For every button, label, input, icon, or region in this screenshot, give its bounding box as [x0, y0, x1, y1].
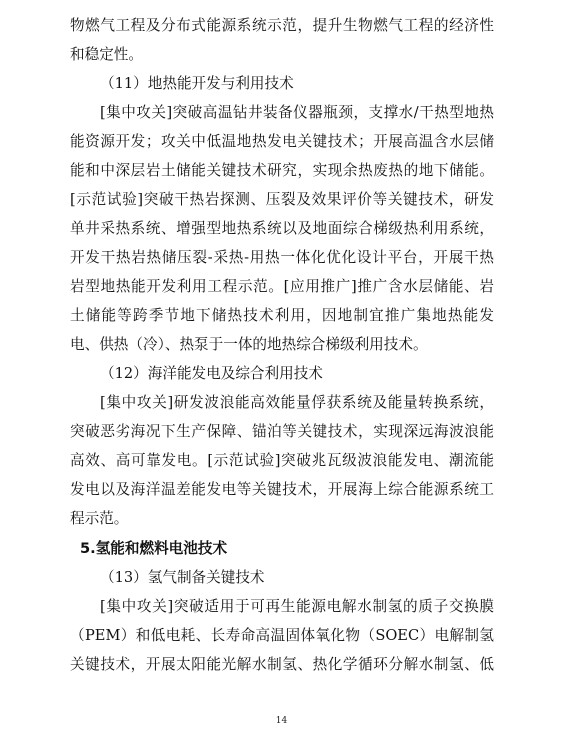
- text-line-14: [集中攻关]研发波浪能高效能量俘获系统及能量转换系统，: [100, 394, 494, 411]
- text-line-12: 电、供热（冷）、热泵于一体的地热综合梯级利用技术。: [70, 336, 428, 353]
- text-line-21: [集中攻关]突破适用于可再生能源电解水制氢的质子交换膜: [100, 598, 494, 615]
- text-line-23: 关键技术，开展太阳能光解水制氢、热化学循环分解水制氢、低: [70, 656, 494, 673]
- text-line-8: 单井采热系统、增强型地热系统以及地面综合梯级热利用系统，: [70, 220, 494, 237]
- subsection-heading-12: （12）海洋能发电及综合利用技术: [100, 365, 323, 382]
- text-line-6: 能和中深层岩土储能关键技术研究，实现余热废热的地下储能。: [70, 162, 494, 179]
- text-line-16: 高效、高可靠发电。[示范试验]突破兆瓦级波浪能发电、潮流能: [70, 452, 494, 469]
- subsection-heading-13: （13）氢气制备关键技术: [100, 569, 265, 586]
- subsection-heading-11: （11）地热能开发与利用技术: [100, 75, 294, 92]
- text-line-10: 岩型地热能开发利用工程示范。[应用推广]推广含水层储能、岩: [70, 278, 494, 295]
- page-number: 14: [275, 716, 288, 726]
- text-line-9: 开发干热岩热储压裂-采热-用热一体化优化设计平台，开展干热: [70, 249, 494, 266]
- text-line-4: [集中攻关]突破高温钻井装备仪器瓶颈，支撑水/干热型地热: [100, 104, 494, 121]
- text-line-18: 程示范。: [70, 510, 129, 527]
- text-line-15: 突破恶劣海况下生产保障、锚泊等关键技术，实现深远海波浪能: [70, 423, 494, 440]
- text-line-2: 和稳定性。: [70, 46, 143, 63]
- text-line-1: 物燃气工程及分布式能源系统示范，提升生物燃气工程的经济性: [70, 17, 494, 34]
- text-line-22: （PEM）和低电耗、长寿命高温固体氧化物（SOEC）电解制氢: [70, 627, 494, 644]
- text-line-11: 土储能等跨季节地下储热技术利用，因地制宜推广集地热能发: [70, 307, 494, 324]
- text-line-7: [示范试验]突破干热岩探测、压裂及效果评价等关键技术，研发: [70, 191, 494, 208]
- section-heading-5: 5.氢能和燃料电池技术: [80, 540, 228, 557]
- text-line-17: 发电以及海洋温差能发电等关键技术，开展海上综合能源系统工: [70, 481, 494, 498]
- text-line-5: 能资源开发；攻关中低温地热发电关键技术；开展高温含水层储: [70, 133, 494, 150]
